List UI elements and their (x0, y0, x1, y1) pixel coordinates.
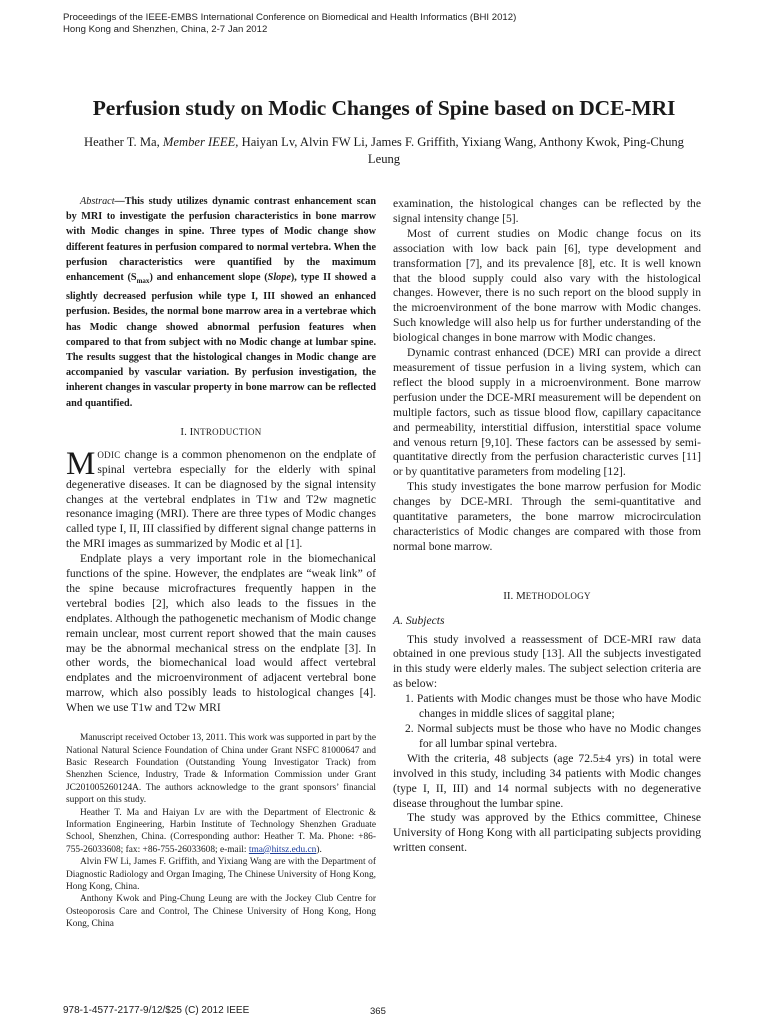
email-link[interactable]: tma@hitsz.edu.cn (248, 844, 317, 855)
section-heading-introduction: I. INTRODUCTION (180, 425, 262, 438)
subjects-paragraph-2: With the criteria, 48 subjects (age 72.5±4 yrs) in total were involved in this study, including 34 patients with Modic changes (type I, II, III) and 14 normal subjects with no degenerative disease throughout the lumbar spine. (393, 751, 701, 810)
footnote-manuscript: Manuscript received October 13, 2011. This work was supported in part by the National Natural Science Foundation of China under Grant NSFC 81000647 and Basic Research Foundation (Outstanding Young Investigator Track) from Shenzhen Science, Industry, Trade & Information Commission under Grant JC201005260124A. The authors acknowledge to the grant sponsors’ financial support on this study. (66, 733, 376, 806)
copyright-line: 978-1-4577-2177-9/12/$25 (C) 2012 IEEE (63, 1005, 250, 1016)
subsection-heading-subjects: A. Subjects (393, 613, 445, 627)
intro-paragraph-5: Dynamic contrast enhanced (DCE) MRI can provide a direct measurement of tissue perfusion in a living system, which can reflect the blood supply in a microenvironment. Bone marrow perfusion under the DCE-MRI measurement will be dependent on multiple factors, such as tissue blood flow, capillary capacitance and permeability, interstitial diffusion, interstitial space volume and venous return [9,10]. These factors can be assessed by semi-quantitative directly from the perfusion characteristic curves [11] or by quantitative parameters from modeling [12]. (393, 346, 701, 479)
footnote-affiliation-2: Alvin FW Li, James F. Griffith, and Yixiang Wang are with the Department of Diagnostic Radiology and Organ Imaging, The Chinese University of Hong Kong, Hong Kong, China. (66, 857, 376, 892)
paper-title: Perfusion study on Modic Changes of Spine based on DCE-MRI (92, 96, 676, 120)
right-column (393, 197, 701, 856)
conference-line-1: Proceedings of the IEEE-EMBS International Conference on Biomedical and Health Informatics (BHI 2012) (63, 12, 517, 23)
author-list: Heather T. Ma, Member IEEE, Haiyan Lv, Alvin FW Li, James F. Griffith, Yixiang Wang, Anthony Kwok, Ping-Chung Leung (84, 135, 684, 166)
subjects-paragraph-3: The study was approved by the Ethics committee, Chinese University of Hong Kong with all participating subjects providing written consent. (393, 811, 701, 855)
intro-paragraph-1: MODIC change is a common phenomenon on the endplate of spinal vertebra especially for the elderly with spinal degenerative diseases. It can be diagnosed by the signal intensity changes at the vertebral endplates in T1w and T2w magnetic resonance imaging (MRI). There are three types of Modic changes called type I, II, III classified by different signal change patterns in the MRI images as summarized by Modic et al [1]. (66, 445, 376, 551)
intro-paragraph-6: This study investigates the bone marrow perfusion for Modic changes by DCE-MRI. Through the semi-quantitative and quantitative parameters, the bone marrow microcirculation characteristics of Modic changes are compared with those from normal bone marrow. (393, 480, 701, 553)
intro-paragraph-3: examination, the histological changes can be reflected by the signal intensity change [5]. (393, 197, 701, 225)
subjects-paragraph-1: This study involved a reassessment of DCE-MRI raw data obtained in one previous study [13]. All the subjects investigated in this study were elderly males. The subject selection criteria are as below: (393, 632, 701, 691)
footnote-affiliation-1: Heather T. Ma and Haiyan Lv are with the Department of Electronic & Information Engineering, Harbin Institute of Technology Shenzhen Graduate School, Shenzhen, China. (Corresponding author: Heather T. Ma. Phone: +86-755-26033608; fax: +86-755-26033608; e-mail: tma@hitsz.edu.cn). (66, 807, 376, 855)
intro-paragraph-4: Most of current studies on Modic change focus on its association with low back pain [6], type development and transformation [7], and its prevalence [8], etc. It is well known that the blood supply could also vary with the histological changes. However, there is no such report on the blood supply in the microenvironment of the bone marrow with Modic changes. Such knowledge will also help us for further understanding of the biological changes in bone marrow with Modic changes. (393, 226, 701, 345)
intro-paragraph-2: Endplate plays a very important role in the biomechanical functions of the spine. However, the endplates are “weak link” of the spine because microfractures frequently happen in the vertebral bodies [2], which also leads to the fissues in the endplates. Although the pathogenetic mechanism of Modic change remain unclear, most current report showed that the main causes may be the abnormal mechanical stress on the endplate [3]. In other words, the biomechanical load would affect vertebral endplates and the microenvironment of adjacent vertebral bone marrow, which also possibly leads to histological changes [4]. When we use T1w and T2w MRI (66, 552, 376, 715)
criteria-item-1: 1. Patients with Modic changes must be those who have Modic changes in middle slices of saggital plane; (405, 692, 701, 721)
criteria-item-2: 2. Normal subjects must be those who have no Modic changes for all lumbar spinal vertebra. (405, 722, 701, 750)
conference-line-2: Hong Kong and Shenzhen, China, 2-7 Jan 2012 (63, 24, 268, 35)
footnote-affiliation-3: Anthony Kwok and Ping-Chung Leung are with the Jockey Club Centre for Osteoporosis Care and Control, The Chinese University of Hong Kong, Hong Kong, China (66, 894, 376, 930)
page-number: 365 (370, 1006, 386, 1017)
conference-header (63, 12, 516, 36)
section-heading-methodology: II. METHODOLOGY (503, 589, 591, 602)
abstract: Abstract—This study utilizes dynamic contrast enhancement scan by MRI to investigate the perfusion characteristics in bone marrow with Modic changes in spine. Three types of Modic change show different features in perfusion compared to normal vertebra. When the perfusion characteristics were quantified by the maximum enhancement $(S_{max})$ and enhancement slope (Slope), type II showed a slightly decreased perfusion while type I, III showed an enhanced perfusion. Besides, the normal bone marrow area in a vertebrae which has Modic change showed abnormal perfusion features when compared to that from subject with no Modic change at lumbar spine. The results suggest that the histological changes in Modic change are accompanied by vascular variation. By perfusion investigation, the inherent changes in vascular property in bone marrow can be reflected and quantified. (66, 196, 377, 409)
left-column (66, 194, 376, 931)
